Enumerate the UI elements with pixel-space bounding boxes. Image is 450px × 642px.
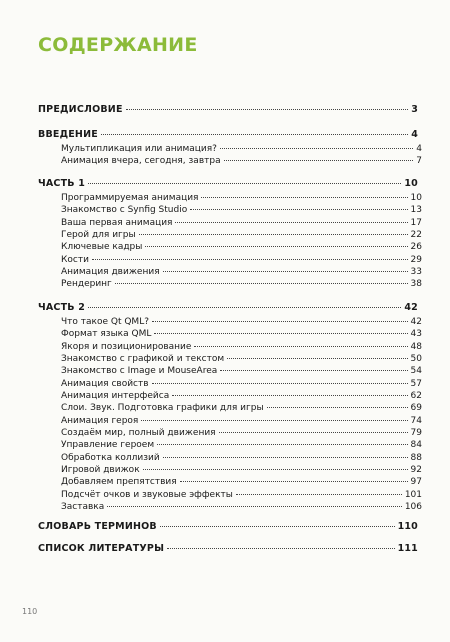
toc-entry (61, 316, 422, 328)
dot-leader (115, 283, 408, 284)
dot-leader (163, 271, 408, 272)
toc-section (38, 521, 418, 533)
dot-leader (152, 383, 408, 384)
toc-section-label: СПИСОК ЛИТЕРАТУРЫ (38, 543, 165, 554)
toc-entry (61, 155, 422, 167)
toc-entry-label: Игровой движок (61, 464, 140, 475)
dot-leader (201, 197, 407, 198)
toc-entry (61, 489, 422, 501)
toc-entry-label: Добавляем препятствия (61, 477, 177, 488)
toc-section-page-number: 110 (397, 521, 418, 532)
toc-entry-label: Кости (61, 254, 89, 265)
toc-entry-page-number: 33 (410, 266, 422, 277)
page-folio: 110 (22, 607, 38, 616)
dot-leader (88, 307, 401, 308)
dot-leader (267, 407, 408, 408)
dot-leader (172, 395, 407, 396)
toc-entry-page-number: 79 (410, 427, 422, 438)
toc-entry-page-number: 92 (410, 464, 422, 475)
toc-entry-label: Управление героем (61, 440, 155, 451)
toc-section (38, 302, 418, 314)
toc-entry (61, 241, 422, 253)
dot-leader (107, 506, 402, 507)
toc-entry (61, 143, 422, 155)
dot-leader (92, 259, 408, 260)
dot-leader (139, 234, 408, 235)
toc-entry-label: Создаём мир, полный движения (61, 427, 216, 438)
dot-leader (154, 333, 407, 334)
toc-entry-label: Рендеринг (61, 279, 112, 290)
toc-entry (61, 427, 422, 439)
dot-leader (236, 494, 402, 495)
toc-entry (61, 365, 422, 377)
toc-section-page-number: 3 (411, 104, 418, 115)
toc-entry-label: Ключевые кадры (61, 242, 143, 253)
dot-leader (126, 109, 409, 110)
toc-entry (61, 341, 422, 353)
toc-entry-page-number: 97 (410, 477, 422, 488)
toc-entry-label: Якоря и позиционирование (61, 341, 192, 352)
dot-leader (157, 444, 407, 445)
toc-entry-label: Анимация вчера, сегодня, завтра (61, 156, 221, 167)
toc-section-label: ПРЕДИСЛОВИЕ (38, 104, 123, 115)
toc-section-page-number: 10 (404, 178, 418, 189)
toc-section-label: ЧАСТЬ 2 (38, 302, 86, 313)
toc-entry-label: Формат языка QML (61, 329, 152, 340)
toc-entry (61, 204, 422, 216)
toc-entry (61, 402, 422, 414)
toc-entry-page-number: 62 (410, 390, 422, 401)
dot-leader (143, 469, 408, 470)
dot-leader (180, 481, 408, 482)
dot-leader (220, 148, 413, 149)
dot-leader (163, 457, 408, 458)
toc-entry (61, 439, 422, 451)
toc-entry-page-number: 101 (404, 489, 422, 500)
toc-entry-page-number: 84 (410, 440, 422, 451)
page-title: СОДЕРЖАНИЕ (38, 34, 198, 56)
toc-entry-label: Знакомство с Synfig Studio (61, 205, 188, 216)
toc-entry-label: Анимация героя (61, 415, 139, 426)
toc-entry-label: Анимация интерфейса (61, 390, 170, 401)
dot-leader (160, 526, 395, 527)
toc-entry-page-number: 57 (410, 378, 422, 389)
dot-leader (152, 321, 408, 322)
toc-entry-label: Ваша первая анимация (61, 217, 173, 228)
toc-entry (61, 390, 422, 402)
dot-leader (219, 432, 408, 433)
toc-entry-label: Обработка коллизий (61, 452, 160, 463)
dot-leader (101, 134, 408, 135)
toc-entry (61, 328, 422, 340)
toc-entry-page-number: 29 (410, 254, 422, 265)
toc-entry-label: Анимация свойств (61, 378, 149, 389)
toc-entry-page-number: 4 (416, 144, 422, 154)
toc-entry-label: Анимация движения (61, 266, 160, 277)
toc-entry (61, 501, 422, 513)
toc-entry (61, 192, 422, 204)
toc-entry (61, 278, 422, 290)
dot-leader (194, 346, 407, 347)
toc-section-label: СЛОВАРЬ ТЕРМИНОВ (38, 521, 157, 532)
toc-entry-page-number: 48 (410, 341, 422, 352)
toc-entry-page-number: 54 (410, 366, 422, 377)
toc-entry-label: Подсчёт очков и звуковые эффекты (61, 489, 233, 500)
toc-entry-page-number: 26 (410, 242, 422, 253)
toc-section (38, 104, 418, 116)
toc-entry-label: Программируемая анимация (61, 193, 199, 203)
toc-entry (61, 452, 422, 464)
toc-entry-page-number: 38 (410, 279, 422, 290)
toc-entry-label: Мультипликация или анимация? (61, 144, 217, 154)
toc-entry-label: Что такое Qt QML? (61, 317, 149, 327)
toc-entry-page-number: 43 (410, 329, 422, 340)
toc-entry (61, 378, 422, 390)
toc-section-page-number: 4 (411, 129, 418, 140)
dot-leader (224, 160, 414, 161)
toc-entry-page-number: 69 (410, 403, 422, 414)
toc-section-page-number: 111 (397, 543, 418, 554)
toc-entry-page-number: 74 (410, 415, 422, 426)
toc-entry-label: Знакомство с графикой и текстом (61, 353, 225, 364)
dot-leader (167, 548, 394, 549)
toc-section-label: ЧАСТЬ 1 (38, 178, 86, 189)
toc-entry (61, 217, 422, 229)
dot-leader (220, 370, 407, 371)
toc-entry-label: Заставка (61, 501, 105, 512)
toc-entry (61, 229, 422, 241)
dot-leader (141, 420, 407, 421)
toc-entry-page-number: 88 (410, 452, 422, 463)
toc-section (38, 543, 418, 555)
toc-entry-page-number: 13 (410, 205, 422, 216)
dot-leader (227, 358, 407, 359)
toc-entry-page-number: 17 (410, 217, 422, 228)
toc-entry (61, 476, 422, 488)
toc-entry (61, 254, 422, 266)
toc-entry-page-number: 7 (416, 156, 422, 167)
toc-entry-page-number: 50 (410, 353, 422, 364)
toc-entry (61, 415, 422, 427)
toc-section (38, 178, 418, 190)
toc-entry (61, 266, 422, 278)
toc-entry-label: Слои. Звук. Подготовка графики для игры (61, 403, 264, 414)
toc-entry-page-number: 10 (410, 193, 422, 203)
toc-entry-label: Герой для игры (61, 229, 136, 240)
dot-leader (88, 183, 401, 184)
toc-entry-page-number: 106 (404, 501, 422, 512)
dot-leader (175, 222, 407, 223)
dot-leader (190, 209, 407, 210)
toc-section-label: ВВЕДЕНИЕ (38, 129, 98, 140)
toc-section-page-number: 42 (404, 302, 418, 313)
toc-entry-label: Знакомство с Image и MouseArea (61, 366, 218, 377)
toc-entry-page-number: 42 (410, 317, 422, 327)
toc-entry (61, 464, 422, 476)
toc-entry (61, 353, 422, 365)
dot-leader (145, 246, 407, 247)
toc-entry-page-number: 22 (410, 229, 422, 240)
toc-section (38, 129, 418, 141)
